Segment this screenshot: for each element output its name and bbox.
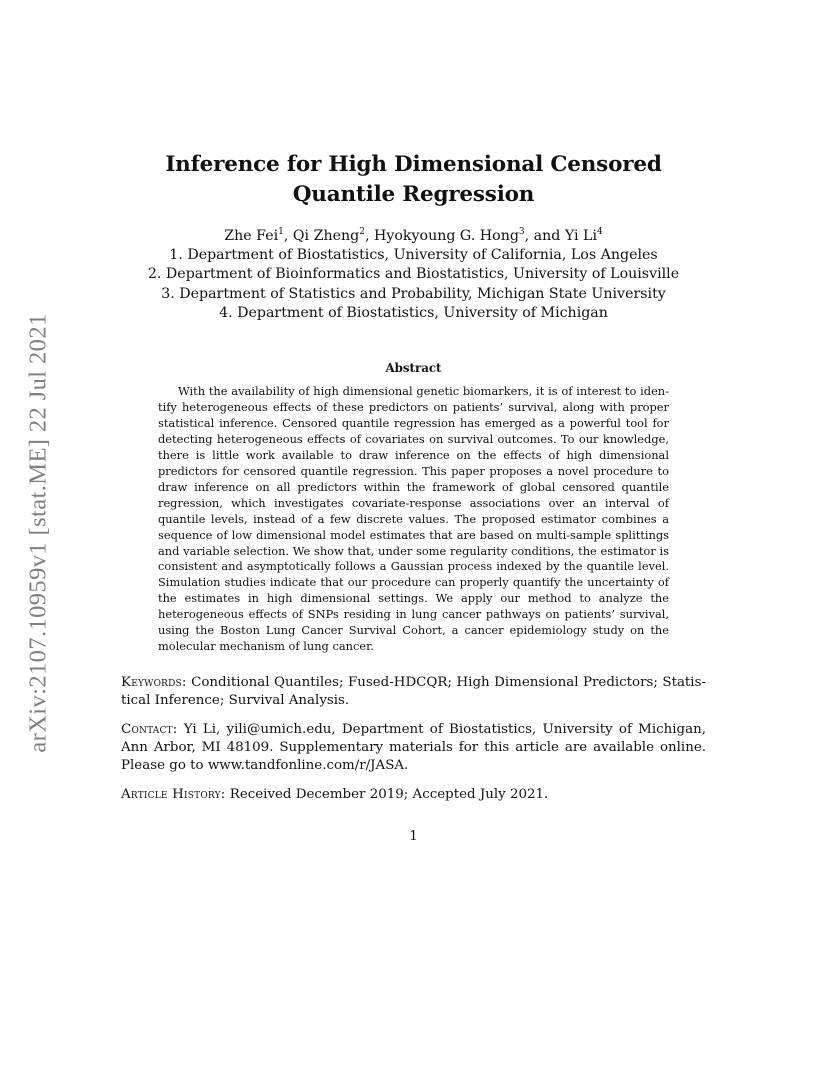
- author-name: Yi Li: [564, 228, 597, 244]
- affiliation: 1. Department of Biostatistics, University of California, Los Angeles: [169, 247, 658, 264]
- author-separator: ,: [364, 228, 374, 244]
- author-name: Zhe Fei: [224, 228, 279, 244]
- author-separator: ,: [283, 228, 293, 244]
- author-separator: , and: [524, 228, 565, 244]
- author-affiliation-marker: 4: [597, 227, 603, 237]
- article-history-paragraph: [121, 786, 706, 804]
- abstract-text: With the availability of high dimensional genetic biomarkers, it is of interest to identify heterogeneous effects of these predictors on patients’ survival, along with proper statistical inference. Censored quantile regression has emerged as a powerful tool for detecting heterogeneous effects of covariates on survival outcomes. To our knowledge, there is little work available to draw inference on the effects of high dimensional predictors for censored quantile regression. This paper proposes a novel procedure to draw inference on all predictors within the framework of global censored quantile regression, which investigates covariate-response associations over an interval of quantile levels, instead of a few discrete values. The proposed estimator combines a sequence of low dimensional model estimates that are based on multi-sample splittings and variable selection. We show that, under some regularity conditions, the estimator is consistent and asymptotically follows a Gaussian process indexed by the quantile level. Simulation studies indicate that our procedure can properly quantify the uncertainty of the estimates in high dimensional settings. We apply our method to analyze the heterogeneous effects of SNPs residing in lung cancer pathways on patients’ survival, using the Boston Lung Cancer Survival Cohort, a cancer epidemiology study on the molecular mechanism of lung cancer.: [158, 384, 669, 654]
- contact-text: Yi Li, yili@umich.edu, Department of Biostatistics, University of Michigan, Ann Arbor, MI 48109. Supplementary materials for this article are available online. Please go to www.tandfonline.com/r/JASA.: [121, 722, 706, 774]
- author-name: Hyokyoung G. Hong: [373, 228, 519, 244]
- abstract-heading: Abstract: [385, 361, 442, 375]
- arxiv-identifier-text: arXiv:2107.10959v1 [stat.ME] 22 Jul 2021: [25, 313, 52, 753]
- author-block: [121, 227, 706, 323]
- keywords-paragraph: [121, 674, 706, 710]
- article-history-text: Received December 2019; Accepted July 2021.: [229, 787, 549, 802]
- affiliation: 3. Department of Statistics and Probability, Michigan State University: [161, 285, 666, 302]
- author-affiliation-marker: 2: [359, 227, 365, 237]
- author-affiliation-marker: 1: [278, 227, 284, 237]
- arxiv-identifier-stamp: [20, 296, 58, 770]
- article-history-label: Article History:: [121, 787, 226, 802]
- keywords-label: Keywords:: [121, 675, 187, 690]
- author-list: [121, 227, 706, 246]
- keywords-text: Conditional Quantiles; Fused-HDCQR; High Dimensional Predictors; Statistical Inference; Survival Analysis.: [121, 675, 706, 709]
- contact-label: Contact:: [121, 722, 178, 737]
- contact-paragraph: [121, 721, 706, 776]
- author-name: Qi Zheng: [292, 228, 360, 244]
- paper-page: [121, 0, 706, 1072]
- affiliation: 2. Department of Bioinformatics and Biostatistics, University of Louisville: [147, 266, 680, 283]
- page-number: 1: [409, 829, 418, 844]
- affiliation: 4. Department of Biostatistics, University of Michigan: [219, 304, 608, 321]
- paper-title: Inference for High Dimensional Censored Quantile Regression: [165, 152, 662, 207]
- author-affiliation-marker: 3: [518, 227, 525, 237]
